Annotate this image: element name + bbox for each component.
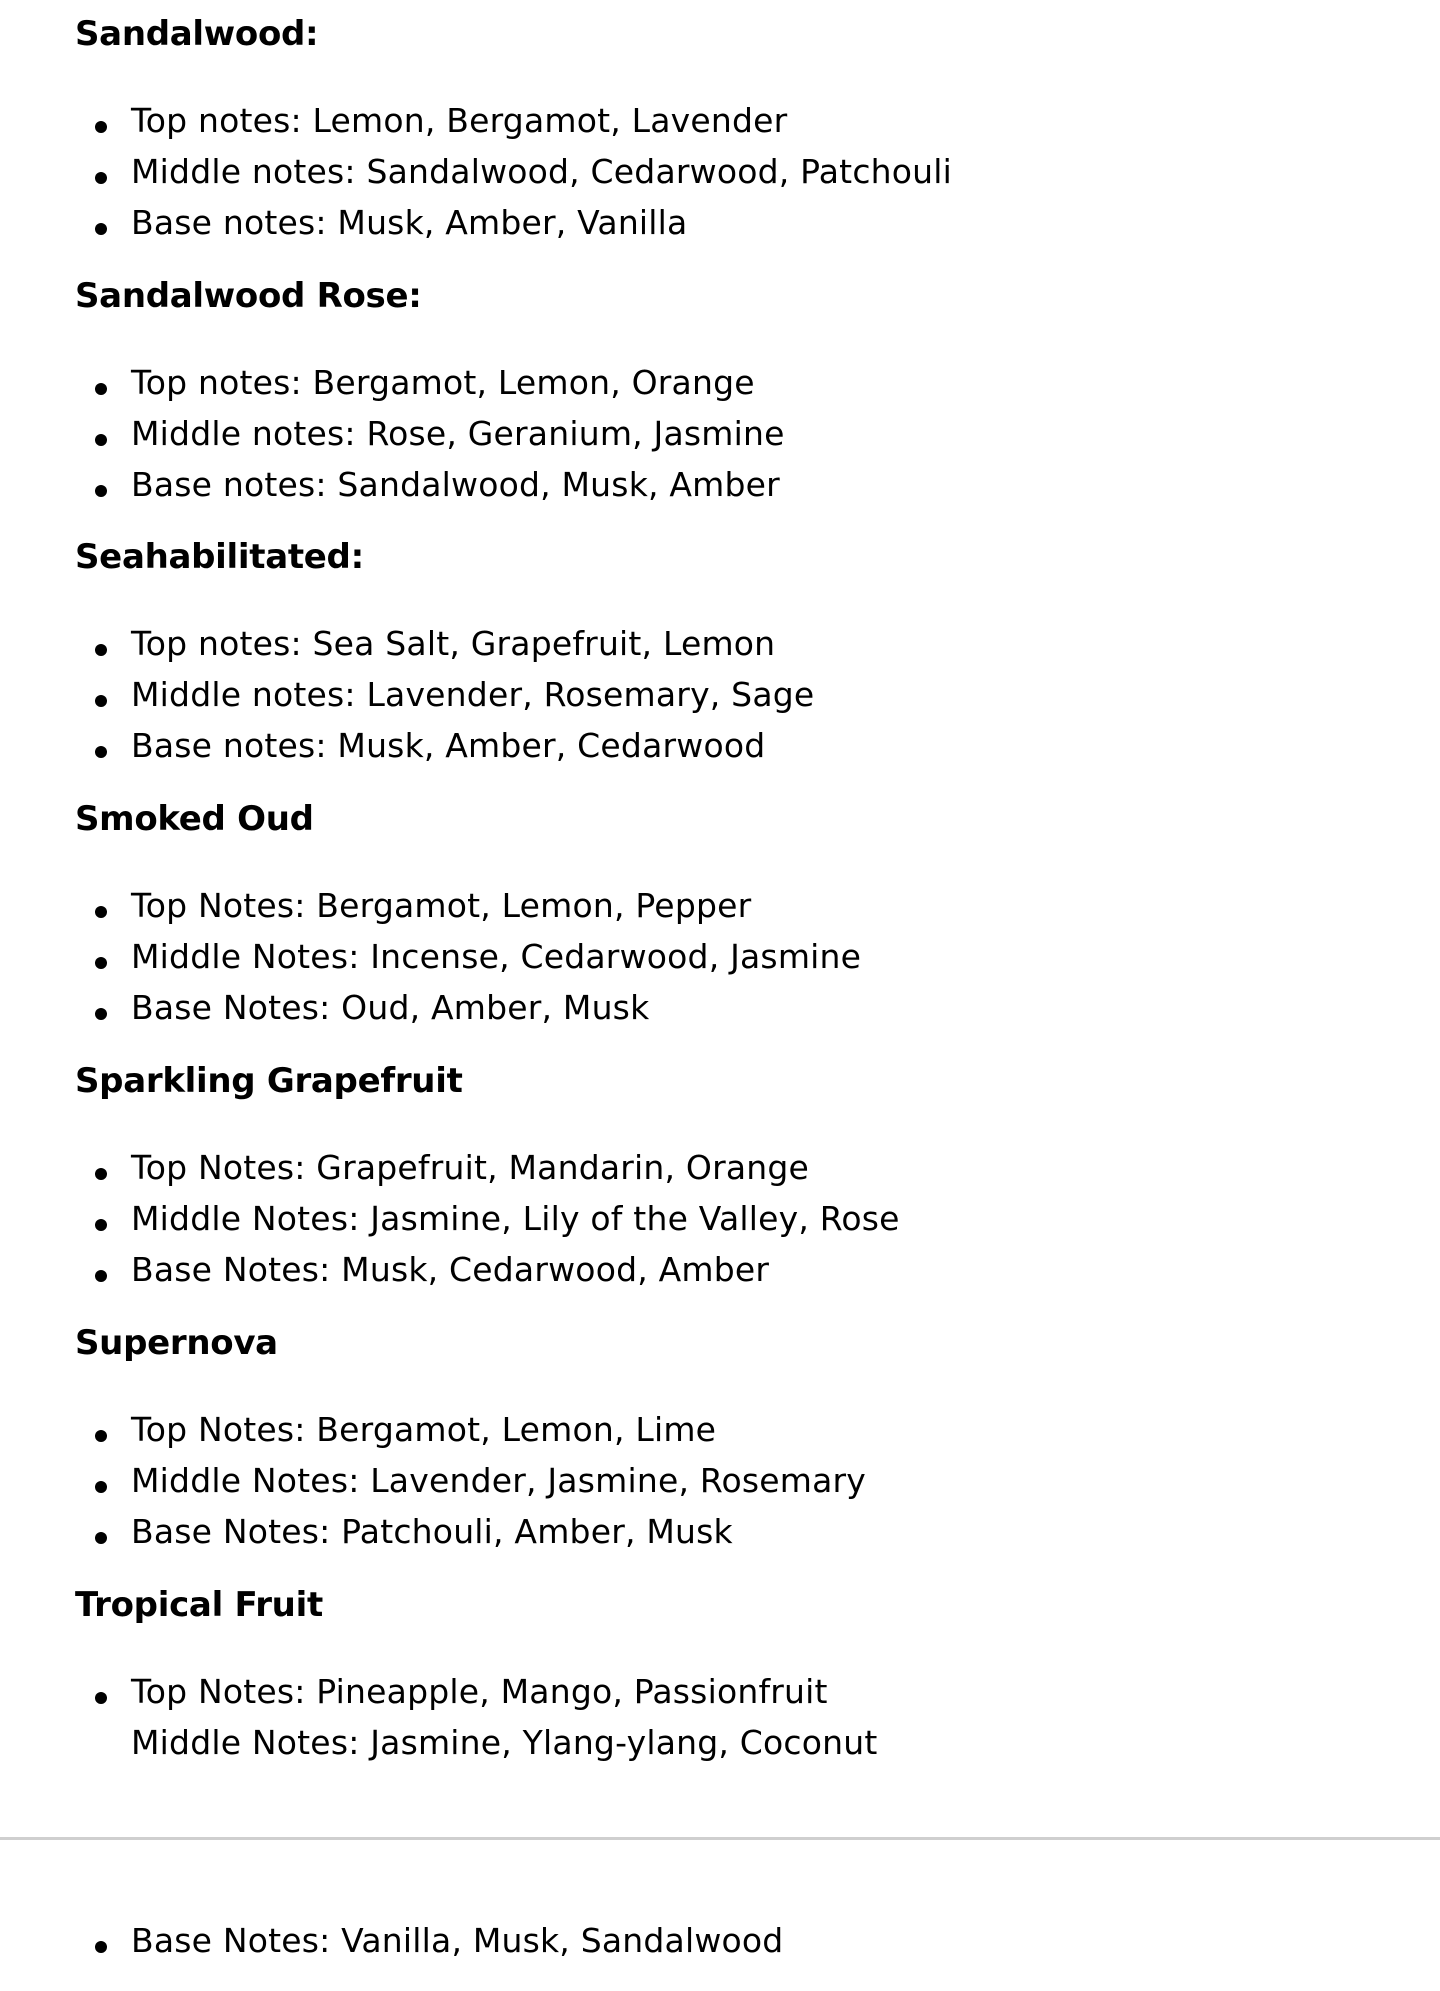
list-item: [75, 982, 1375, 1033]
list-item-text: Middle Notes: Incense, Cedarwood, Jasmine: [131, 937, 862, 976]
list-item-text: Top notes: Sea Salt, Grapefruit, Lemon: [131, 624, 776, 663]
list-item: [75, 618, 1375, 669]
list-item: [75, 880, 1375, 931]
list-item: [75, 1666, 1375, 1717]
list-item: [75, 1142, 1375, 1193]
bullet-icon: [95, 957, 107, 969]
bullet-icon: [95, 1941, 107, 1953]
list-item-text: Top Notes: Grapefruit, Mandarin, Orange: [131, 1148, 810, 1187]
list-item: [75, 459, 1375, 510]
notes-list: [75, 880, 1375, 1033]
bullet-icon: [95, 1481, 107, 1493]
bullet-icon: [95, 485, 107, 497]
list-item-continuation: [75, 1717, 1375, 1768]
list-item-text: Middle Notes: Lavender, Jasmine, Rosemary: [131, 1461, 867, 1500]
list-item-text: Base Notes: Vanilla, Musk, Sandalwood: [131, 1921, 784, 1960]
fragrance-section-sparkling-grapefruit: [75, 1061, 1375, 1295]
list-item: [75, 1244, 1375, 1295]
bullet-icon: [95, 383, 107, 395]
list-item: [75, 1506, 1375, 1557]
list-item: [75, 931, 1375, 982]
list-item: [75, 357, 1375, 408]
notes-list: [75, 95, 1375, 248]
bullet-icon: [95, 223, 107, 235]
bullet-icon: [95, 1008, 107, 1020]
bullet-icon: [95, 1692, 107, 1704]
fragrance-section-sandalwood-rose: [75, 276, 1375, 510]
bullet-icon: [95, 1430, 107, 1442]
notes-list: [75, 1142, 1375, 1295]
list-item-text: Top notes: Bergamot, Lemon, Orange: [131, 363, 755, 402]
list-item: [75, 408, 1375, 459]
list-item-text: Base notes: Musk, Amber, Vanilla: [131, 203, 688, 242]
section-heading: Sandalwood:: [75, 14, 319, 54]
fragrance-section-smoked-oud: [75, 799, 1375, 1033]
list-item-text: Top Notes: Bergamot, Lemon, Lime: [131, 1410, 717, 1449]
list-item-text: Top notes: Lemon, Bergamot, Lavender: [131, 101, 788, 140]
list-item-text: Middle notes: Lavender, Rosemary, Sage: [131, 675, 815, 714]
list-item-text: Base notes: Musk, Amber, Cedarwood: [131, 726, 766, 765]
fragrance-section-supernova: [75, 1323, 1375, 1557]
notes-list: [75, 618, 1375, 771]
list-item: [75, 669, 1375, 720]
bullet-icon: [95, 434, 107, 446]
section-heading: Supernova: [75, 1323, 278, 1363]
bullet-icon: [95, 172, 107, 184]
list-item-text: Middle Notes: Jasmine, Ylang-ylang, Coconut: [131, 1723, 878, 1762]
list-item-text: Base Notes: Oud, Amber, Musk: [131, 988, 650, 1027]
bullet-icon: [95, 644, 107, 656]
continued-notes: [75, 1915, 1375, 1966]
list-item: [75, 146, 1375, 197]
section-heading: Seahabilitated:: [75, 537, 364, 577]
page-break-divider: [0, 1837, 1440, 1840]
section-heading: Tropical Fruit: [75, 1585, 323, 1625]
list-item-text: Top Notes: Pineapple, Mango, Passionfruit: [131, 1672, 828, 1711]
fragrance-section-tropical-fruit: [75, 1585, 1375, 1768]
list-item: [75, 720, 1375, 771]
list-item-text: Base Notes: Patchouli, Amber, Musk: [131, 1512, 733, 1551]
bullet-icon: [95, 1270, 107, 1282]
notes-list: [75, 1915, 1375, 1966]
section-heading: Sandalwood Rose:: [75, 276, 422, 316]
list-item: [75, 197, 1375, 248]
section-heading: Sparkling Grapefruit: [75, 1061, 463, 1101]
list-item-text: Base Notes: Musk, Cedarwood, Amber: [131, 1250, 770, 1289]
bullet-icon: [95, 1532, 107, 1544]
bullet-icon: [95, 746, 107, 758]
notes-list: [75, 1666, 1375, 1768]
bullet-icon: [95, 906, 107, 918]
notes-list: [75, 357, 1375, 510]
fragrance-section-sandalwood: [75, 14, 1375, 248]
list-item-text: Top Notes: Bergamot, Lemon, Pepper: [131, 886, 752, 925]
fragrance-section-seahabilitated: [75, 537, 1375, 771]
list-item: [75, 1915, 1375, 1966]
bullet-icon: [95, 1219, 107, 1231]
list-item: [75, 1404, 1375, 1455]
bullet-icon: [95, 695, 107, 707]
list-item: [75, 95, 1375, 146]
list-item-text: Base notes: Sandalwood, Musk, Amber: [131, 465, 780, 504]
bullet-icon: [95, 121, 107, 133]
section-heading: Smoked Oud: [75, 799, 314, 839]
list-item: [75, 1455, 1375, 1506]
list-item: [75, 1193, 1375, 1244]
list-item-text: Middle notes: Sandalwood, Cedarwood, Patchouli: [131, 152, 953, 191]
list-item-text: Middle Notes: Jasmine, Lily of the Valley, Rose: [131, 1199, 900, 1238]
notes-list: [75, 1404, 1375, 1557]
list-item-text: Middle notes: Rose, Geranium, Jasmine: [131, 414, 785, 453]
bullet-icon: [95, 1168, 107, 1180]
